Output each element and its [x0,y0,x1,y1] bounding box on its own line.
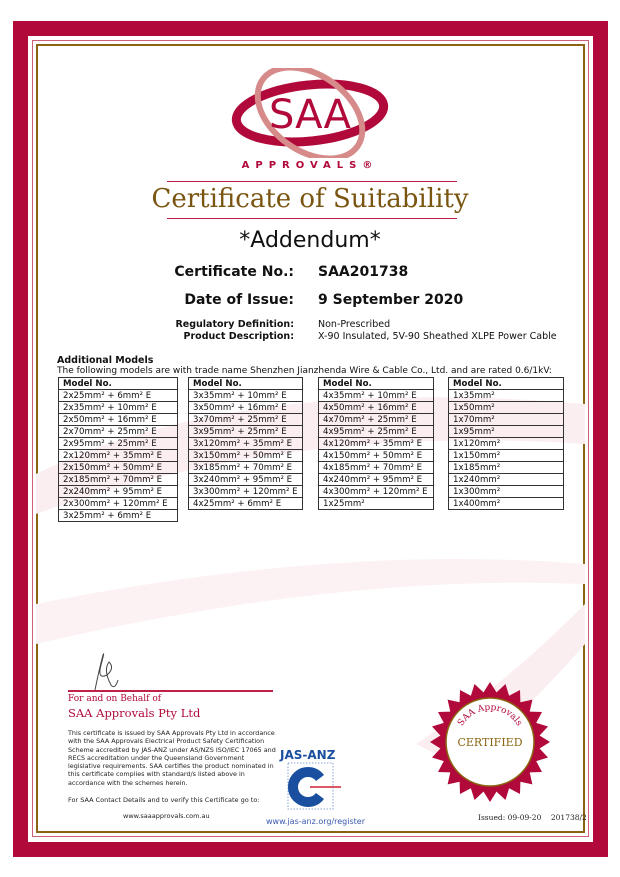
product-value: X-90 Insulated, 5V-90 Sheathed XLPE Power Cable [318,331,557,342]
date-of-issue: 9 September 2020 [318,292,464,308]
additional-intro: The following models are with trade name Shenzhen Jianzhenda Wire & Cable Co., Ltd. and are rated 0.6/1kV: [57,366,552,376]
model-cell: 2x120mm² + 35mm² E [59,450,178,462]
model-cell: 1x120mm² [449,438,564,450]
seal-top-text: SAA Approvals [456,702,524,729]
model-cell: 3x240mm² + 95mm² E [189,474,303,486]
date-label: Date of Issue: [184,292,294,308]
table-row [319,438,434,450]
seal-certified: CERTIFIED [457,736,523,749]
model-cell: 1x70mm² [449,414,564,426]
model-cell: 4x150mm² + 50mm² E [319,450,434,462]
model-cell: 1x95mm² [449,426,564,438]
table-row [59,486,178,498]
model-cell: 4x300mm² + 120mm² E [319,486,434,498]
table-row [59,390,178,402]
model-cell: 2x35mm² + 10mm² E [59,402,178,414]
model-table [58,377,178,522]
table-row [189,390,303,402]
model-cell: 3x95mm² + 25mm² E [189,426,303,438]
table-row [189,402,303,414]
table-row [319,450,434,462]
table-row [189,498,303,510]
model-cell: 1x150mm² [449,450,564,462]
product-label: Product Description: [183,331,294,342]
table-row [319,474,434,486]
model-cell: 4x35mm² + 10mm² E [319,390,434,402]
table-row [189,474,303,486]
model-cell: 4x70mm² + 25mm² E [319,414,434,426]
table-row [449,462,564,474]
model-cell: 4x95mm² + 25mm² E [319,426,434,438]
table-row [449,450,564,462]
model-cell: 4x50mm² + 16mm² E [319,402,434,414]
certificate-ref: 201738/2 [550,813,587,822]
table-row [59,510,178,522]
company-name: SAA Approvals Pty Ltd [68,706,201,720]
model-cell: 4x25mm² + 6mm² E [189,498,303,510]
table-row [59,450,178,462]
certificate-number-label: Certificate No.: [174,264,294,280]
model-cell: 2x25mm² + 6mm² E [59,390,178,402]
table-row [449,486,564,498]
model-table [318,377,434,510]
table-row [189,426,303,438]
additional-models [57,355,552,376]
model-cell: 1x300mm² [449,486,564,498]
page-title: Certificate of Suitability [151,184,469,214]
signature-line [68,690,273,692]
table-row [449,414,564,426]
model-cell: 2x150mm² + 50mm² E [59,462,178,474]
model-cell: 2x185mm² + 70mm² E [59,474,178,486]
divider [167,218,457,219]
table-row [449,474,564,486]
table-row [59,402,178,414]
logo-approvals: APPROVALS® [241,160,379,171]
table-row [449,438,564,450]
model-cell: 3x150mm² + 50mm² E [189,450,303,462]
model-cell: 2x95mm² + 25mm² E [59,438,178,450]
table-row [189,414,303,426]
column-header: Model No. [189,378,303,390]
table-row [189,450,303,462]
website-link[interactable]: www.saaapprovals.com.au [123,812,210,820]
model-cell: 3x185mm² + 70mm² E [189,462,303,474]
addendum-heading: *Addendum* [239,228,381,253]
saa-logo [230,68,390,158]
model-cell: 3x300mm² + 120mm² E [189,486,303,498]
model-cell: 2x240mm² + 95mm² E [59,486,178,498]
issued-info [478,813,587,822]
table-row [449,390,564,402]
model-cell: 4x120mm² + 35mm² E [319,438,434,450]
table-row [59,426,178,438]
divider [167,181,457,182]
model-cell: 3x35mm² + 10mm² E [189,390,303,402]
model-cell: 2x70mm² + 25mm² E [59,426,178,438]
column-header: Model No. [319,378,434,390]
jas-anz-name: JAS-ANZ [280,748,336,762]
model-cell: 3x120mm² + 35mm² E [189,438,303,450]
model-table [188,377,303,510]
model-cell: 2x300mm² + 120mm² E [59,498,178,510]
table-row [449,426,564,438]
column-header: Model No. [59,378,178,390]
table-row [319,414,434,426]
behalf-line: For and on Behalf of [68,694,162,704]
table-row [189,438,303,450]
model-cell: 3x70mm² + 25mm² E [189,414,303,426]
certificate-number: SAA201738 [318,264,409,280]
model-table [448,377,564,510]
table-row [449,498,564,510]
table-row [319,486,434,498]
model-cell: 1x400mm² [449,498,564,510]
table-row [59,462,178,474]
model-cell: 1x35mm² [449,390,564,402]
table-row [59,414,178,426]
table-row [319,498,434,510]
contact-text: For SAA Contact Details and to verify this Certificate go to: [68,796,260,804]
regulatory-value: Non-Prescribed [318,319,391,330]
certified-seal [425,680,555,805]
table-row [449,402,564,414]
table-row [59,498,178,510]
model-cell: 2x50mm² + 16mm² E [59,414,178,426]
model-cell: 4x240mm² + 95mm² E [319,474,434,486]
model-cell: 1x50mm² [449,402,564,414]
issued-date: Issued: 09-09-20 [478,813,542,822]
table-row [319,426,434,438]
model-cell: 1x240mm² [449,474,564,486]
table-row [319,390,434,402]
signature [85,650,125,695]
model-cell: 1x25mm² [319,498,434,510]
regulatory-label: Regulatory Definition: [175,319,294,330]
column-header: Model No. [449,378,564,390]
additional-heading: Additional Models [57,355,154,366]
jas-anz-logo [276,762,346,812]
model-cell: 3x25mm² + 6mm² E [59,510,178,522]
table-row [319,402,434,414]
model-cell: 3x50mm² + 16mm² E [189,402,303,414]
table-row [59,474,178,486]
saa-logo-text: SAA [269,92,351,138]
table-row [59,438,178,450]
jas-anz-link[interactable]: www.jas-anz.org/register [266,817,365,826]
disclaimer: This certificate is issued by SAA Approvals Pty Ltd in accordance with the SAA Approvals Electrical Product Safety Certification Scheme accredited by JAS-ANZ under AS/NZS ISO/IEC 17065 and RECS accreditation under the Queensland Government legislative requirements. SAA certifies the product nominated in this certificate complies with standard/s listed above in accordance with the schemes herein. [68,729,276,787]
table-row [189,486,303,498]
model-cell: 4x185mm² + 70mm² E [319,462,434,474]
table-row [189,462,303,474]
table-row [319,462,434,474]
model-cell: 1x185mm² [449,462,564,474]
